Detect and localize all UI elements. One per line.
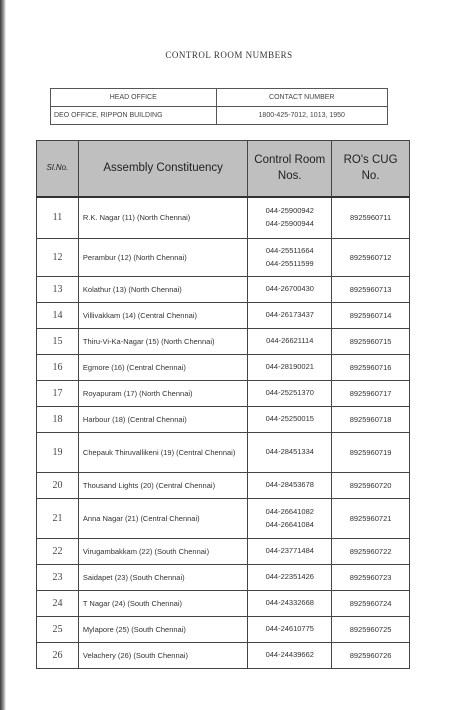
- table-header-row: [37, 141, 410, 197]
- cug-number-cell: 8925960726: [332, 643, 410, 669]
- constituency-cell: Anna Nagar (21) (Central Chennai): [78, 499, 247, 539]
- table-row: [37, 381, 410, 407]
- sl-no-cell: 11: [37, 197, 79, 239]
- control-room-number: 044-28451334: [265, 447, 314, 457]
- control-room-number: 044-25511664: [265, 246, 314, 255]
- head-office-name: DEO OFFICE, RIPPON BUILDING: [51, 107, 217, 125]
- sl-no-cell: 15: [37, 329, 79, 355]
- control-room-number: 044-23771484: [265, 546, 314, 556]
- control-room-cell: [248, 407, 332, 433]
- cug-number-cell: 8925960722: [332, 539, 410, 565]
- sl-no-cell: 13: [37, 277, 79, 303]
- constituency-cell: Harbour (18) (Central Chennai): [78, 407, 247, 433]
- cug-number-cell: 8925960711: [332, 197, 410, 239]
- cug-number-cell: 8925960719: [332, 433, 410, 473]
- sl-no-cell: 22: [37, 539, 79, 565]
- cug-number-cell: 8925960714: [332, 303, 410, 329]
- control-room-number: 044-25251370: [265, 388, 314, 398]
- constituency-cell: Chepauk Thiruvallikeni (19) (Central Chennai): [78, 433, 247, 473]
- sl-no-cell: 24: [37, 591, 79, 617]
- constituency-cell: Villivakkam (14) (Central Chennai): [78, 303, 247, 329]
- sl-no-cell: 14: [37, 303, 79, 329]
- sl-no-cell: 20: [37, 473, 79, 499]
- control-room-cell: [248, 329, 332, 355]
- table-row: [37, 303, 410, 329]
- cug-number-cell: 8925960721: [332, 499, 410, 539]
- control-room-cell: [248, 643, 332, 669]
- control-room-number: 044-22351426: [265, 572, 314, 582]
- constituency-cell: Perambur (12) (North Chennai): [78, 239, 247, 277]
- control-room-number: 044-25511599: [265, 258, 314, 268]
- cug-number-cell: 8925960716: [332, 355, 410, 381]
- head-office-header: HEAD OFFICE: [51, 89, 217, 107]
- control-room-cell: [248, 197, 332, 239]
- head-office-row: [51, 107, 388, 125]
- constituency-cell: Kolathur (13) (North Chennai): [78, 277, 247, 303]
- control-room-cell: [248, 277, 332, 303]
- control-room-cell: [248, 381, 332, 407]
- sl-no-cell: 17: [37, 381, 79, 407]
- col-header-sl-no: Sl.No.: [37, 141, 79, 197]
- control-room-number: 044-25250015: [265, 414, 314, 424]
- cug-number-cell: 8925960715: [332, 329, 410, 355]
- control-room-number: 044-26621114: [266, 336, 314, 346]
- control-room-cell: [248, 433, 332, 473]
- sl-no-cell: 16: [37, 355, 79, 381]
- control-room-cell: [248, 591, 332, 617]
- control-room-number: 044-26641082: [265, 507, 314, 516]
- table-row: [37, 539, 410, 565]
- cug-number-cell: 8925960723: [332, 565, 410, 591]
- control-room-table: [36, 140, 410, 669]
- control-room-number: 044-28453678: [265, 480, 314, 490]
- constituency-cell: Thiru-Vi-Ka-Nagar (15) (North Chennai): [78, 329, 247, 355]
- control-room-cell: [248, 355, 332, 381]
- table-row: [37, 277, 410, 303]
- control-room-cell: [248, 539, 332, 565]
- control-room-cell: [248, 473, 332, 499]
- sl-no-cell: 26: [37, 643, 79, 669]
- table-row: [37, 433, 410, 473]
- control-room-number: 044-24332668: [265, 598, 314, 608]
- sl-no-cell: 19: [37, 433, 79, 473]
- sl-no-cell: 21: [37, 499, 79, 539]
- head-office-header-row: [51, 89, 388, 107]
- constituency-cell: T Nagar (24) (South Chennai): [78, 591, 247, 617]
- control-room-cell: [248, 565, 332, 591]
- table-row: [37, 565, 410, 591]
- page-title: CONTROL ROOM NUMBERS: [165, 50, 293, 60]
- sl-no-cell: 25: [37, 617, 79, 643]
- control-room-number: 044-25900944: [265, 218, 314, 228]
- contact-number-header: CONTACT NUMBER: [216, 89, 388, 107]
- cug-number-cell: 8925960720: [332, 473, 410, 499]
- control-room-number: 044-25900942: [265, 206, 314, 216]
- constituency-cell: Velachery (26) (South Chennai): [78, 643, 247, 669]
- sl-no-cell: 12: [37, 239, 79, 277]
- constituency-cell: R.K. Nagar (11) (North Chennai): [78, 197, 247, 239]
- cug-number-cell: 8925960717: [332, 381, 410, 407]
- sl-no-cell: 18: [37, 407, 79, 433]
- cug-number-cell: 8925960712: [332, 239, 410, 277]
- cug-number-cell: 8925960724: [332, 591, 410, 617]
- head-office-contact: 1800-425-7012, 1013, 1950: [216, 107, 388, 125]
- control-room-number: 044-28190021: [265, 362, 314, 372]
- cug-number-cell: 8925960718: [332, 407, 410, 433]
- control-room-cell: [248, 239, 332, 277]
- control-room-number: 044-24439662: [265, 650, 314, 660]
- cug-number-cell: 8925960713: [332, 277, 410, 303]
- col-header-cug: RO's CUG No.: [332, 141, 410, 197]
- cug-number-cell: 8925960725: [332, 617, 410, 643]
- table-body: [37, 197, 410, 669]
- table-row: [37, 197, 410, 239]
- constituency-cell: Egmore (16) (Central Chennai): [78, 355, 247, 381]
- scan-edge-shadow: [0, 0, 6, 710]
- control-room-number: 044-24610775: [265, 624, 314, 634]
- table-row: [37, 643, 410, 669]
- constituency-cell: Mylapore (25) (South Chennai): [78, 617, 247, 643]
- control-room-cell: [248, 303, 332, 329]
- constituency-cell: Thousand Lights (20) (Central Chennai): [78, 473, 247, 499]
- head-office-table: [50, 88, 388, 125]
- table-row: [37, 407, 410, 433]
- col-header-constituency: Assembly Constituency: [78, 141, 247, 197]
- constituency-cell: Saidapet (23) (South Chennai): [78, 565, 247, 591]
- sl-no-cell: 23: [37, 565, 79, 591]
- table-row: [37, 239, 410, 277]
- col-header-control-room: Control Room Nos.: [248, 141, 332, 197]
- table-row: [37, 473, 410, 499]
- constituency-cell: Royapuram (17) (North Chennai): [78, 381, 247, 407]
- control-room-cell: [248, 617, 332, 643]
- table-row: [37, 355, 410, 381]
- table-row: [37, 329, 410, 355]
- control-room-cell: [248, 499, 332, 539]
- control-room-number: 044-26641084: [265, 519, 314, 529]
- control-room-number: 044-26700430: [265, 284, 314, 294]
- table-row: [37, 591, 410, 617]
- control-room-number: 044-26173437: [265, 310, 314, 320]
- table-row: [37, 617, 410, 643]
- constituency-cell: Virugambakkam (22) (South Chennai): [78, 539, 247, 565]
- table-row: [37, 499, 410, 539]
